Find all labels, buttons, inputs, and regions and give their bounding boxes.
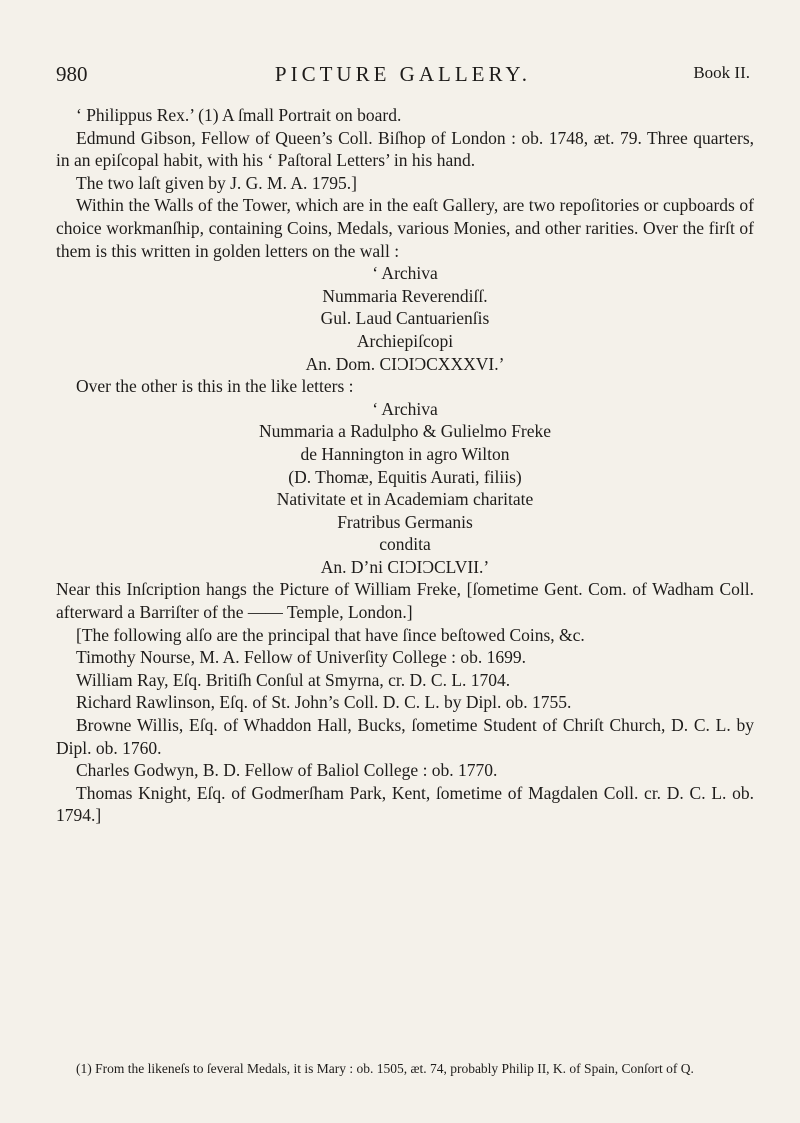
donor-entry: Browne Willis, Eſq. of Whaddon Hall, Bucks, ſometime Student of Chriſt Church, D. C. L. by Dipl. ob. 1760. (56, 715, 754, 758)
inscription-line: Nummaria Reverendiſſ. (322, 285, 488, 306)
inscription-line: ‘ Archiva (372, 398, 438, 419)
donor-entry: Charles Godwyn, B. D. Fellow of Baliol College : ob. 1770. (76, 760, 498, 781)
footnote-text: (1) From the likeneſs to ſeveral Medals, it is Mary : ob. 1505, æt. 74, probably Philip II, K. of Spain, Conſort of Q. (76, 1061, 694, 1076)
inscription-line: de Hannington in agro Wilton (300, 443, 510, 464)
paragraph: [The following alſo are the principal that have ſince beſtowed Coins, &c. (76, 624, 585, 645)
donor-entry: William Ray, Eſq. Britiſh Conſul at Smyrna, cr. D. C. L. 1704. (76, 669, 511, 690)
inscription-line: Gul. Laud Cantuarienſis (320, 308, 490, 329)
inscription-line: (D. Thomæ, Equitis Aurati, filiis) (288, 466, 522, 487)
page-body (56, 104, 754, 827)
inscription-line: An. D’ni CIƆIƆCLVII.’ (320, 556, 490, 577)
paragraph: Over the other is this in the like letters : (76, 376, 354, 397)
inscription-line: An. Dom. CIƆIƆCXXXVI.’ (305, 353, 505, 374)
inscription-line: condita (379, 534, 431, 555)
paragraph: Edmund Gibson, Fellow of Queen’s Coll. Biſhop of London : ob. 1748, æt. 79. Three quarters, in an epiſcopal habit, with his ‘ Paſtoral Letters’ in his hand. (56, 127, 754, 171)
donor-entry: Richard Rawlinson, Eſq. of St. John’s Coll. D. C. L. by Dipl. ob. 1755. (76, 692, 572, 713)
paragraph: The two laſt given by J. G. M. A. 1795.] (76, 172, 357, 193)
inscription-line: Nummaria a Radulpho & Gulielmo Freke (258, 421, 552, 442)
footnote (56, 1060, 754, 1078)
donor-entry: Timothy Nourse, M. A. Fellow of Univerſity College : ob. 1699. (76, 647, 526, 668)
paragraph: Within the Walls of the Tower, which are in the eaſt Gallery, are two repoſitories or cupboards of choice workmanſhip, containing Coins, Medals, various Monies, and other rarities. Over the firſt of them is this written in golden letters on the wall : (56, 195, 754, 261)
paragraph: ‘ Philippus Rex.’ (1) A ſmall Portrait on board. (76, 105, 402, 125)
paragraph: Near this Inſcription hangs the Picture of William Freke, [ſometime Gent. Com. of Wadham Coll. afterward a Barriſter of the —— Temple, London.] (56, 579, 754, 623)
donor-entry: Thomas Knight, Eſq. of Godmerſham Park, Kent, ſometime of Magdalen Coll. cr. D. C. L. ob. 1794.] (56, 782, 754, 826)
running-header (56, 62, 750, 92)
running-title: PICTURE GALLERY. (274, 62, 532, 86)
inscription-line: Archiepiſcopi (356, 330, 454, 351)
inscription-line: ‘ Archiva (372, 263, 438, 284)
book-label: Book II. (693, 63, 750, 82)
inscription-line: Fratribus Germanis (337, 511, 473, 532)
inscription-line: Nativitate et in Academiam charitate (276, 489, 534, 510)
page-number: 980 (56, 62, 88, 86)
